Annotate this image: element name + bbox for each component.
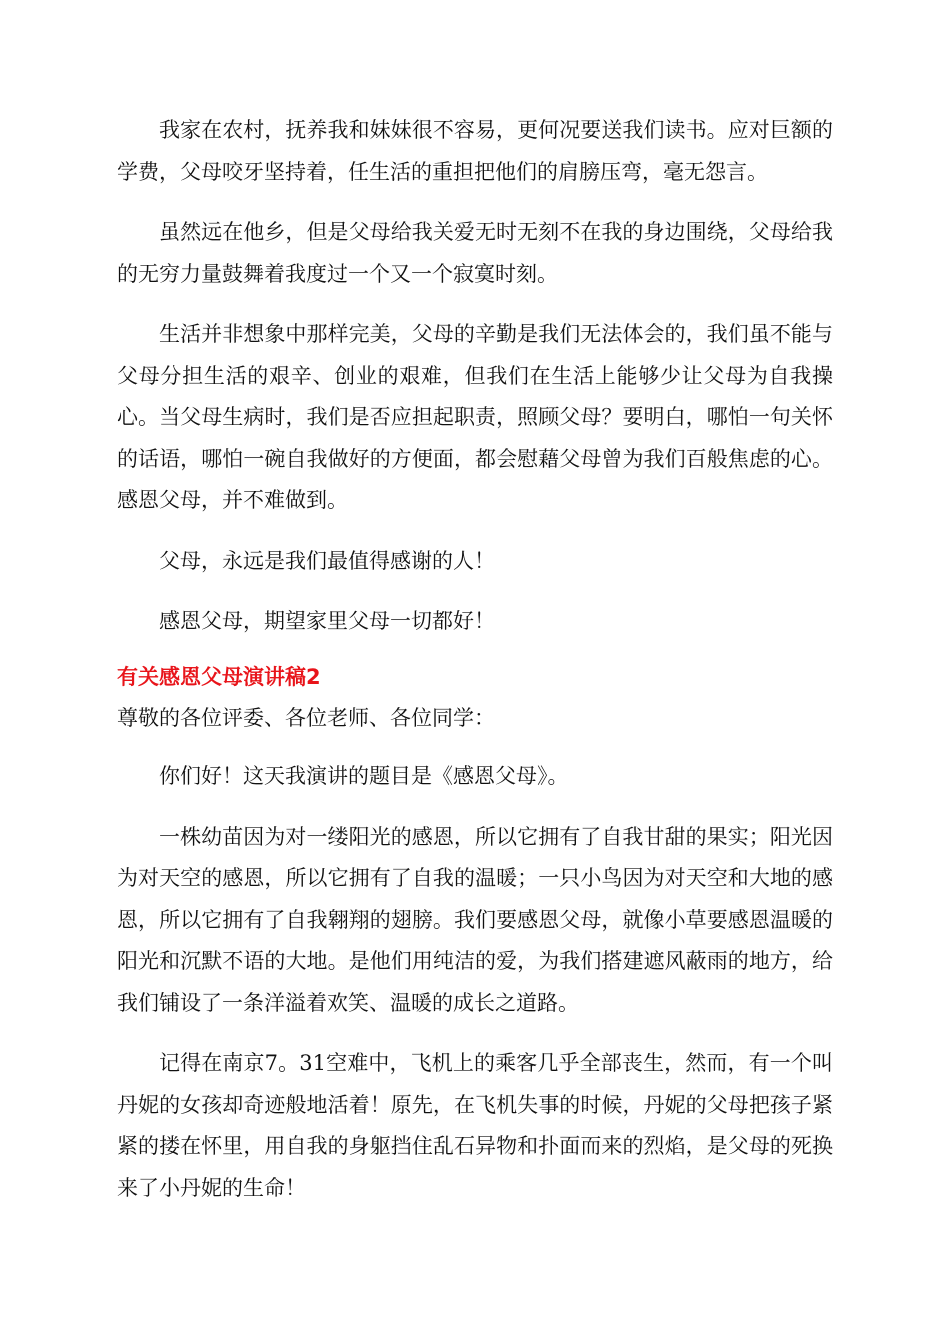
paragraph-5: 感恩父母，期望家里父母一切都好！ bbox=[159, 609, 495, 633]
paragraph-4: 父母，永远是我们最值得感谢的人！ bbox=[159, 548, 495, 573]
paragraph-8: 记得在南京7。31空难中，飞机上的乘客几乎全部丧生，然而，有一个叫丹妮的女孩却奇迹般地活着！原先，在飞机失事的时候，丹妮的父母把孩子紧紧的搂在怀里，用自我的身躯挡住乱石异物和扑面而来的烈焰，是父母的死换来了小丹妮的生命！ bbox=[117, 1051, 833, 1200]
paragraph-6: 你们好！这天我演讲的题目是《感恩父母》。 bbox=[159, 764, 569, 788]
paragraph-7: 一株幼苗因为对一缕阳光的感恩，所以它拥有了自我甘甜的果实；阳光因为对天空的感恩，所以它拥有了自我的温暖；一只小鸟因为对天空和大地的感恩，所以它拥有了自我翱翔的翅膀。我们要感恩父母，就像小草要感恩温暖的阳光和沉默不语的大地。是他们用纯洁的爱，为我们搭建遮风蔽雨的地方，给我们铺设了一条洋溢着欢笑、温暖的成长之道路。 bbox=[117, 824, 833, 1015]
paragraph-3: 生活并非想象中那样完美，父母的辛勤是我们无法体会的，我们虽不能与父母分担生活的艰辛、创业的艰难，但我们在生活上能够少让父母为自我操心。当父母生病时，我们是否应担起职责，照顾父母？要明白，哪怕一句关怀的话语，哪怕一碗自我做好的方便面，都会慰藉父母曾为我们百般焦虑的心。感恩父母，并不难做到。 bbox=[117, 322, 833, 512]
salutation: 尊敬的各位评委、各位老师、各位同学： bbox=[117, 705, 495, 730]
paragraph-1: 我家在农村，抚养我和妹妹很不容易，更何况要送我们读书。应对巨额的学费，父母咬牙坚持着，任生活的重担把他们的肩膀压弯，毫无怨言。 bbox=[117, 118, 833, 184]
paragraph-2: 虽然远在他乡，但是父母给我关爱无时无刻不在我的身边围绕，父母给我的无穷力量鼓舞着我度过一个又一个寂寞时刻。 bbox=[117, 220, 833, 286]
document-body bbox=[117, 110, 833, 1209]
section-heading: 有关感恩父母演讲稿2 bbox=[117, 664, 321, 689]
